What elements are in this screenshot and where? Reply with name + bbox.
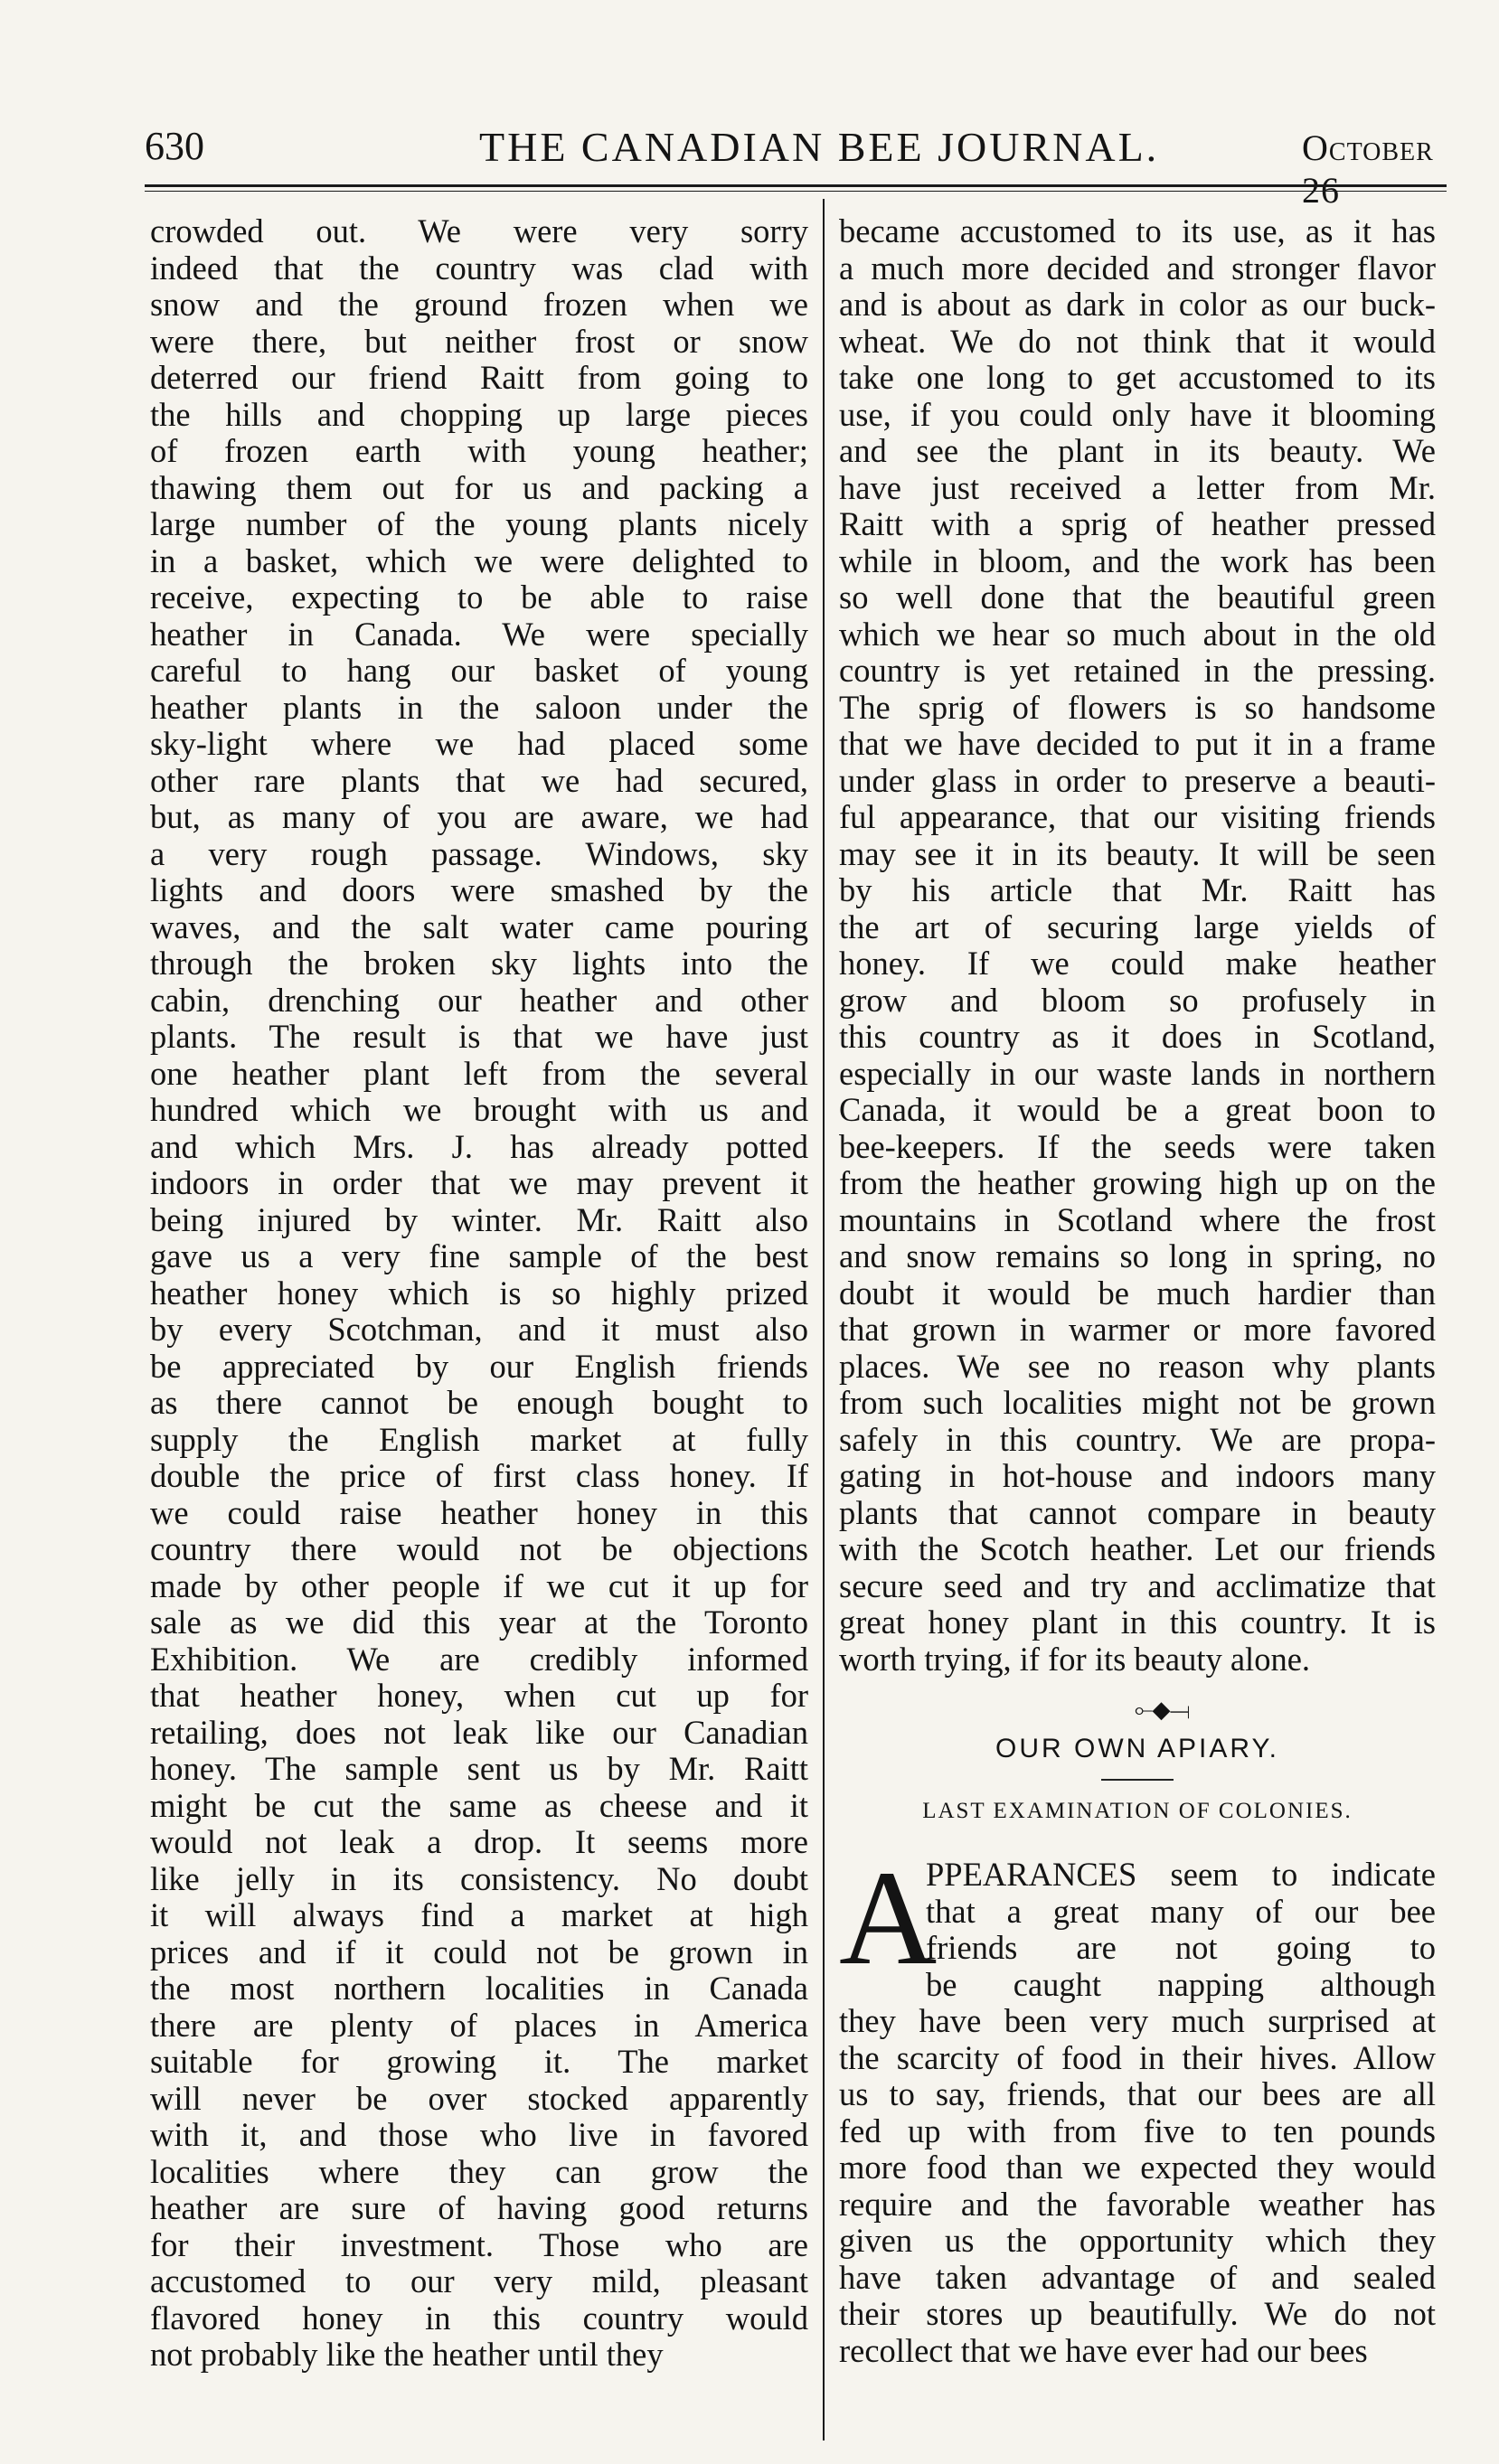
text-line: in a basket, which we were delighted to — [150, 541, 808, 579]
text-line: honey. The sample sent us by Mr. Raitt — [150, 1750, 808, 1787]
text-line: deterred our friend Raitt from going to — [150, 359, 808, 396]
text-line: by every Scotchman, and it must also — [150, 1311, 808, 1348]
title-dash — [1101, 1779, 1174, 1781]
text-line: honey. If we could make heather — [839, 945, 1436, 982]
text-line: so well done that the beautiful green — [839, 578, 1436, 616]
text-line: being injured by winter. Mr. Raitt also — [150, 1200, 808, 1238]
text-line: suitable for growing it. The market — [150, 2043, 808, 2080]
text-line: the scarcity of food in their hives. Allow — [839, 2038, 1436, 2076]
text-line: localities where they can grow the — [150, 2152, 808, 2190]
text-line: more food than we expected they would — [839, 2149, 1436, 2186]
text-line: by his article that Mr. Raitt has — [839, 871, 1436, 908]
text-line: other rare plants that we had secured, — [150, 761, 808, 799]
text-line: have taken advantage of and sealed — [839, 2258, 1436, 2296]
right-column-text — [839, 213, 1436, 1678]
text-line: the art of securing large yields of — [839, 908, 1436, 945]
text-line: with it, and those who live in favored — [150, 2116, 808, 2153]
text-line: were there, but neither frost or snow — [150, 322, 808, 360]
text-line: accustomed to our very mild, pleasant — [150, 2262, 808, 2299]
text-line: us to say, friends, that our bees are all — [839, 2075, 1436, 2112]
text-line: it will always find a market at high — [150, 1896, 808, 1933]
text-line: heather honey which is so highly prized — [150, 1274, 808, 1312]
text-line: use, if you could only have it blooming — [839, 395, 1436, 433]
text-line: we could raise heather honey in this — [150, 1493, 808, 1531]
text-line: indeed that the country was clad with — [150, 249, 808, 287]
text-line: of frozen earth with young heather; — [150, 432, 808, 469]
text-line: be caught napping although — [926, 1965, 1436, 2003]
text-line: sky-light where we had placed some — [150, 725, 808, 762]
text-line: which we hear so much about in the old — [839, 615, 1436, 653]
text-line: secure seed and try and acclimatize that — [839, 1566, 1436, 1604]
text-line: gating in hot-house and indoors many — [839, 1457, 1436, 1494]
text-line: became accustomed to its use, as it has — [839, 212, 1436, 249]
text-line: plants that cannot compare in beauty — [839, 1493, 1436, 1531]
text-line: might be cut the same as cheese and it — [150, 1786, 808, 1824]
text-line: worth trying, if for its beauty alone. — [839, 1640, 1311, 1678]
text-line: snow and the ground frozen when we — [150, 286, 808, 323]
text-line: the hills and chopping up large pieces — [150, 395, 808, 433]
text-line: but, as many of you are aware, we had — [150, 798, 808, 835]
text-line: under glass in order to preserve a beauti- — [839, 761, 1436, 799]
text-line: places. We see no reason why plants — [839, 1347, 1436, 1385]
text-line: given us the opportunity which they — [839, 2222, 1436, 2259]
text-line: retailing, does not leak like our Canadian — [150, 1713, 808, 1751]
text-line: from such localities might not be grown — [839, 1384, 1436, 1421]
page-number: 630 — [145, 124, 204, 168]
text-line: indoors in order that we may prevent it — [150, 1164, 808, 1201]
text-line: their stores up beautifully. We do not — [839, 2295, 1436, 2332]
text-line: hundred which we brought with us and — [150, 1091, 808, 1128]
text-line: like jelly in its consistency. No doubt — [150, 1859, 808, 1897]
text-line: made by other people if we cut it up for — [150, 1566, 808, 1604]
text-line: Canada, it would be a great boon to — [839, 1091, 1436, 1128]
text-line: that we have decided to put it in a frame — [839, 725, 1436, 762]
page-header — [145, 123, 1447, 177]
text-line: large number of the young plants nicely — [150, 505, 808, 542]
text-line: that grown in warmer or more favored — [839, 1311, 1436, 1348]
text-line: country is yet retained in the pressing. — [839, 652, 1436, 689]
article-text — [839, 1843, 1436, 2369]
text-line: fed up with from five to ten pounds — [839, 2111, 1436, 2149]
text-line: safely in this country. We are propa- — [839, 1420, 1436, 1458]
text-line: lights and doors were smashed by the — [150, 871, 808, 908]
text-line: take one long to get accustomed to its — [839, 359, 1436, 396]
text-line: would not leak a drop. It seems more — [150, 1823, 808, 1860]
text-line: prices and if it could not be grown in — [150, 1933, 808, 1970]
text-line: careful to hang our basket of young — [150, 652, 808, 689]
header-rule — [145, 184, 1447, 187]
text-line: will never be over stocked apparently — [150, 2079, 808, 2117]
text-line: heather in Canada. We were specially — [150, 615, 808, 653]
text-line: that a great many of our bee — [926, 1892, 1436, 1930]
text-line: double the price of first class honey. If — [150, 1457, 808, 1494]
text-line: crowded out. We were very sorry — [150, 212, 808, 249]
text-line: plants. The result is that we have just — [150, 1018, 808, 1055]
text-line: and see the plant in its beauty. We — [839, 432, 1436, 469]
text-line: for their investment. Those who are — [150, 2225, 808, 2263]
text-line: supply the English market at fully — [150, 1420, 808, 1458]
text-line: especially in our waste lands in northern — [839, 1054, 1436, 1092]
text-line: gave us a very fine sample of the best — [150, 1237, 808, 1274]
text-line: may see it in its beauty. It will be seen — [839, 834, 1436, 872]
text-line: they have been very much surprised at — [839, 2002, 1436, 2039]
column-divider — [823, 199, 825, 2440]
text-line: as there cannot be enough bought to — [150, 1384, 808, 1421]
text-line: from the heather growing high up on the — [839, 1164, 1436, 1201]
text-line: waves, and the salt water came pouring — [150, 908, 808, 945]
text-line: The sprig of flowers is so handsome — [839, 688, 1436, 726]
text-line: doubt it would be much hardier than — [839, 1274, 1436, 1312]
text-line: Exhibition. We are credibly informed — [150, 1640, 808, 1678]
text-line: great honey plant in this country. It is — [839, 1603, 1436, 1641]
text-line: bee-keepers. If the seeds were taken — [839, 1127, 1436, 1165]
text-line: the most northern localities in Canada — [150, 1970, 808, 2007]
text-line: recollect that we have ever had our bees — [839, 2331, 1368, 2369]
section-subtitle: LAST EXAMINATION OF COLONIES. — [922, 1799, 1353, 1823]
text-line: with the Scotch heather. Let our friends — [839, 1530, 1436, 1567]
text-line: a much more decided and stronger flavor — [839, 249, 1436, 287]
text-line: and snow remains so long in spring, no — [839, 1237, 1436, 1274]
text-line: ful appearance, that our visiting friends — [839, 798, 1436, 835]
text-line: require and the favorable weather has — [839, 2185, 1436, 2223]
text-line: thawing them out for us and packing a — [150, 468, 808, 506]
issue-date: October — [1302, 127, 1434, 168]
text-line: Raitt with a sprig of heather pressed — [839, 505, 1436, 542]
text-line: that heather honey, when cut up for — [150, 1677, 808, 1714]
text-line: one heather plant left from the several — [150, 1054, 808, 1092]
text-line: receive, expecting to be able to raise — [150, 578, 808, 616]
text-line: heather plants in the saloon under the — [150, 688, 808, 726]
text-line: this country as it does in Scotland, — [839, 1018, 1436, 1055]
text-line: a very rough passage. Windows, sky — [150, 834, 808, 872]
text-line: cabin, drenching our heather and other — [150, 981, 808, 1019]
drop-cap: A — [839, 1843, 938, 1993]
header-rule-thin — [145, 191, 1447, 192]
text-line: and which Mrs. J. has already potted — [150, 1127, 808, 1165]
text-line: sale as we did this year at the Toronto — [150, 1603, 808, 1641]
text-line: friends are not going to — [926, 1929, 1436, 1966]
text-line: flavored honey in this country would — [150, 2299, 808, 2337]
text-line: PPEARANCES seem to indicate — [926, 1856, 1436, 1893]
text-line: have just received a letter from Mr. — [839, 468, 1436, 506]
text-line: through the broken sky lights into the — [150, 945, 808, 982]
text-line: wheat. We do not think that it would — [839, 322, 1436, 360]
text-line: mountains in Scotland where the frost — [839, 1200, 1436, 1238]
left-column-text — [150, 213, 808, 2374]
journal-title: THE CANADIAN BEE JOURNAL. — [479, 124, 1160, 170]
text-line: grow and bloom so profusely in — [839, 981, 1436, 1019]
text-line: heather are sure of having good returns — [150, 2189, 808, 2226]
text-line: country there would not be objections — [150, 1530, 808, 1567]
text-line: not probably like the heather until they — [150, 2336, 664, 2373]
text-line: and is about as dark in color as our buck- — [839, 286, 1436, 323]
section-title: OUR OWN APIARY. — [995, 1734, 1279, 1763]
text-line: there are plenty of places in America — [150, 2006, 808, 2044]
text-line: be appreciated by our English friends — [150, 1347, 808, 1385]
text-line: while in bloom, and the work has been — [839, 541, 1436, 579]
section-ornament: ⟜◆⟞ — [1134, 1697, 1190, 1723]
